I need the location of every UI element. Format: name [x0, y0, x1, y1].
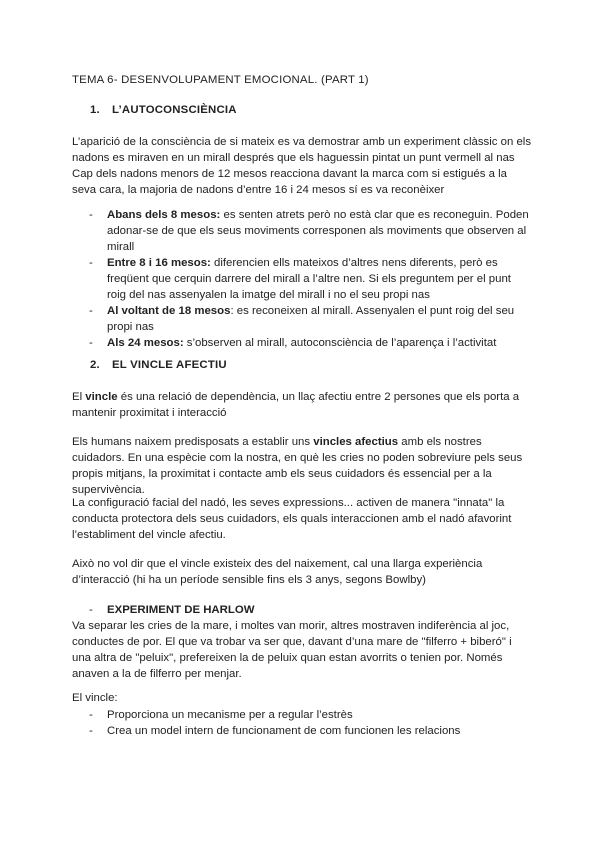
section-2-number: 2.	[90, 359, 100, 371]
bold-term: vincles afectius	[313, 436, 399, 448]
bullet-text: : es reconeixen al mirall. Assenyalen el punt roig del seu propi nas	[107, 305, 515, 333]
bullet-term: Entre 8 i 16 mesos:	[107, 257, 211, 269]
experiment-heading: - EXPERIMENT DE HARLOW	[72, 602, 567, 618]
vincle-functions-list	[72, 707, 532, 739]
section-2-heading	[72, 357, 532, 373]
bullet-text: es senten atrets però no està clar que es reconeguin. Poden adonar-se de que els seus moviments corresponen als moviments que observen al mirall	[107, 209, 529, 253]
text-run: és una relació de dependència, un llaç afectiu entre 2 persones que els porta a mantenir proximitat i interacció	[72, 391, 520, 419]
section-2-title: EL VINCLE AFECTIU	[112, 359, 227, 371]
bowlby-paragraph: Això no vol dir que el vincle existeix des del naixement, cal una llarga experiència d’interacció (hi ha un període sensible fins els 3 anys, segons Bowlby)	[72, 558, 483, 586]
list-item	[72, 207, 532, 255]
list-item	[72, 335, 532, 351]
list-item	[72, 255, 532, 303]
bullet-text: diferencien ells mateixos d’altres nens diferents, però es freqüent que cerquin darrere del mirall a l’altre nen. Si els preguntem per el punt roig del nas assenyalen la imatge del mirall i no el seu propi nas	[107, 257, 511, 301]
vincle-intro: El vincle:	[72, 692, 118, 704]
page-title: TEMA 6- DESENVOLUPAMENT EMOCIONAL. (PART 1)	[72, 74, 369, 86]
bullet-term: Als 24 mesos:	[107, 337, 184, 349]
vincles-afectius-paragraph	[72, 434, 532, 498]
bullet-text: s’observen al mirall, autoconsciència de l’aparença i l’activitat	[183, 337, 497, 349]
list-item	[72, 303, 532, 335]
text-run: El	[72, 391, 86, 403]
section-1-paragraph: L’aparició de la consciència de si mateix es va demostrar amb un experiment clàssic on els nadons es miraven en un mirall després que els haguessin pintat un punt vermell al nas Cap dels nadons menors de 12 mesos reacciona davant la marca com si estigués a la seva cara, la majoria de nadons d’entre 16 i 24 mesos sí es va reconèixer	[72, 136, 532, 196]
list-item: - Proporciona un mecanisme per a regular l’estrès	[72, 707, 532, 723]
text-run: Els humans naixem predisposats a establir uns	[72, 436, 314, 448]
bold-term: vincle	[85, 391, 118, 403]
section-1-number: 1.	[90, 104, 100, 116]
section-1-bullet-list	[72, 207, 532, 351]
experiment-paragraph: Va separar les cries de la mare, i moltes van morir, altres mostraven indiferència al joc, conductes de por. El que va trobar va ser que, davant d’una mare de "filferro + biberó" i una altra de "peluix", prefereixen la de peluix quan estan avorrits o tenien por. Només anaven a la de filferro per menjar.	[72, 620, 512, 680]
text-run: amb els nostres cuidadors. En una espècie com la nostra, en què les cries no poden sobreviure pels seus propis mitjans, la proximitat i contacte amb els seus cuidadors és essencial per a la supervivència.	[72, 436, 523, 496]
section-1-title: L’AUTOCONSCIÈNCIA	[112, 104, 237, 116]
facial-configuration-paragraph: La configuració facial del nadó, les seves expressions... activen de manera "innata" la conducta protectora dels seus cuidadors, els quals interaccionen amb el nadó afavorint l’establiment del vincle afectiu.	[72, 497, 512, 541]
bullet-term: Al voltant de 18 mesos	[107, 305, 231, 317]
vincle-definition-paragraph	[72, 389, 532, 421]
list-item: - Crea un model intern de funcionament de com funcionen les relacions	[72, 723, 532, 739]
bullet-term: Abans dels 8 mesos:	[107, 209, 221, 221]
section-1-heading	[72, 102, 532, 118]
